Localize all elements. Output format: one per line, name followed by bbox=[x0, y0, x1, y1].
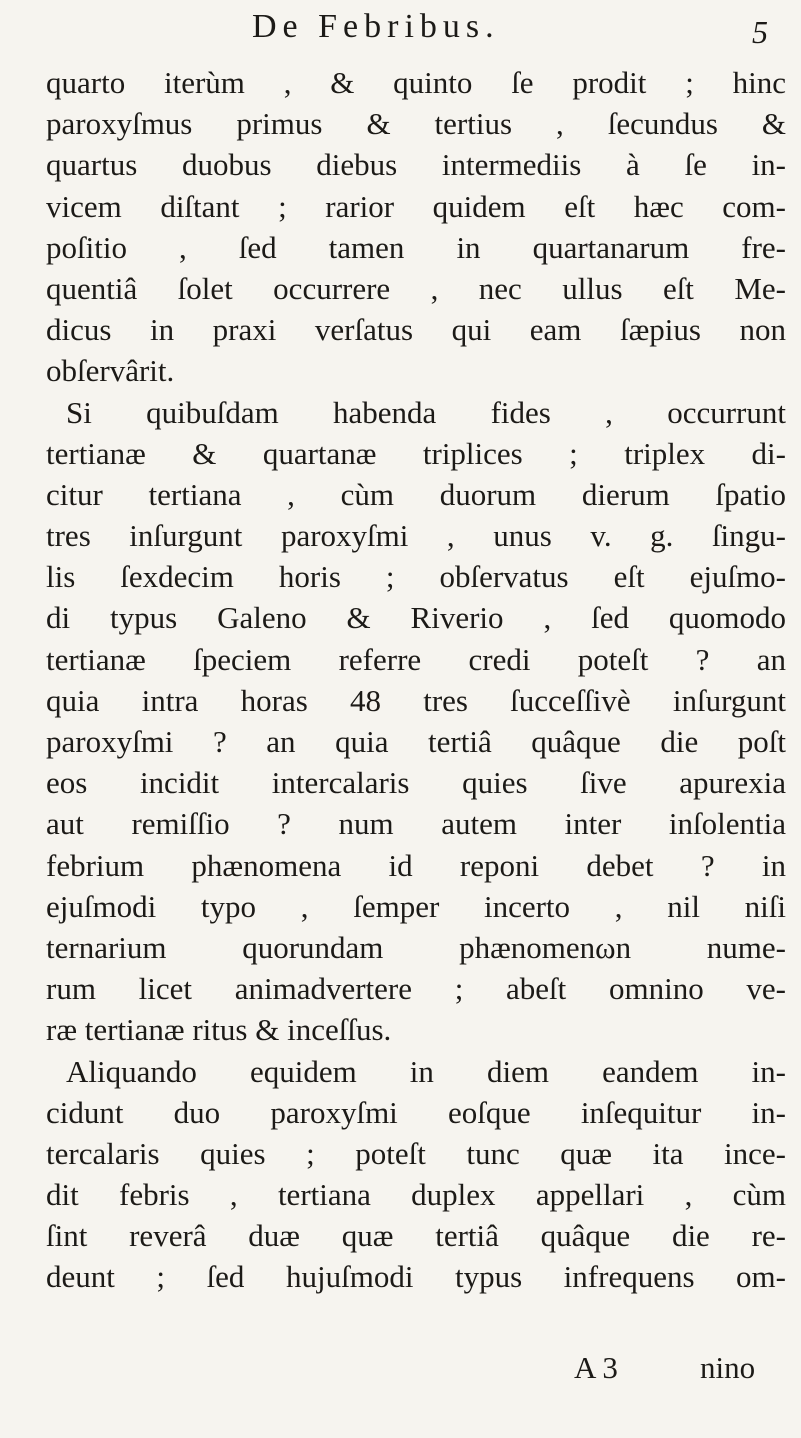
text-line: ejuſmodi typo , ſemper incerto , nil niſi bbox=[46, 888, 786, 924]
text-line: tertianæ & quartanæ triplices ; triplex di- bbox=[46, 435, 786, 471]
text-line: dit febris , tertiana duplex appellari , cùm bbox=[46, 1177, 786, 1213]
text-line: vicem diſtant ; rarior quidem eſt hæc com- bbox=[46, 188, 786, 224]
text-line: obſervârit. bbox=[46, 353, 175, 389]
text-line: ternarium quorundam phænomenωn nume- bbox=[46, 929, 786, 965]
text-line: poſitio , ſed tamen in quartanarum fre- bbox=[46, 229, 786, 265]
text-line: lis ſexdecim horis ; obſervatus eſt ejuſmo- bbox=[46, 559, 786, 595]
text-line: quia intra horas 48 tres ſucceſſivè inſurgunt bbox=[46, 682, 786, 718]
text-line: aut remiſſio ? num autem inter inſolentia bbox=[46, 806, 786, 842]
page-number: 5 bbox=[752, 14, 768, 50]
text-line: dicus in praxi verſatus qui eam ſæpius non bbox=[46, 312, 786, 348]
catchword: nino bbox=[700, 1350, 756, 1385]
signature-mark: A 3 bbox=[574, 1350, 618, 1385]
text-line: eos incidit intercalaris quies ſive apurexia bbox=[46, 765, 786, 801]
text-line: tres inſurgunt paroxyſmi , unus v. g. ſingu- bbox=[46, 518, 786, 554]
text-line: ræ tertianæ ritus & inceſſus. bbox=[46, 1012, 392, 1048]
text-line: quentiâ ſolet occurrere , nec ullus eſt Me- bbox=[46, 270, 786, 306]
paragraph-start-line: Aliquando equidem in diem eandem in- bbox=[66, 1053, 786, 1089]
text-line: tercalaris quies ; poteſt tunc quæ ita ince- bbox=[46, 1135, 786, 1171]
text-line: quartus duobus diebus intermediis à ſe in- bbox=[46, 147, 786, 183]
running-head: De Febribus. bbox=[252, 8, 500, 45]
text-line: febrium phænomena id reponi debet ? in bbox=[46, 847, 786, 883]
text-line: quarto iterùm , & quinto ſe prodit ; hinc bbox=[46, 65, 786, 100]
text-line: cidunt duo paroxyſmi eoſque inſequitur in- bbox=[46, 1094, 786, 1130]
text-line: deunt ; ſed hujuſmodi typus infrequens om- bbox=[46, 1259, 786, 1295]
text-line: paroxyſmi ? an quia tertiâ quâque die poſt bbox=[46, 724, 786, 759]
page-footer bbox=[0, 1350, 801, 1394]
text-line: ſint reverâ duæ quæ tertiâ quâque die re- bbox=[46, 1218, 786, 1254]
body-text bbox=[46, 62, 786, 1298]
paragraph-start-line: Si quibuſdam habenda fides , occurrunt bbox=[66, 394, 786, 430]
text-line: di typus Galeno & Riverio , ſed quomodo bbox=[46, 600, 786, 636]
text-line: tertianæ ſpeciem referre credi poteſt ? an bbox=[46, 641, 786, 677]
page-header bbox=[0, 8, 801, 68]
text-line: rum licet animadvertere ; abeſt omnino ve- bbox=[46, 971, 786, 1007]
text-line: paroxyſmus primus & tertius , ſecundus & bbox=[46, 106, 786, 142]
text-line: citur tertiana , cùm duorum dierum ſpatio bbox=[46, 476, 786, 512]
